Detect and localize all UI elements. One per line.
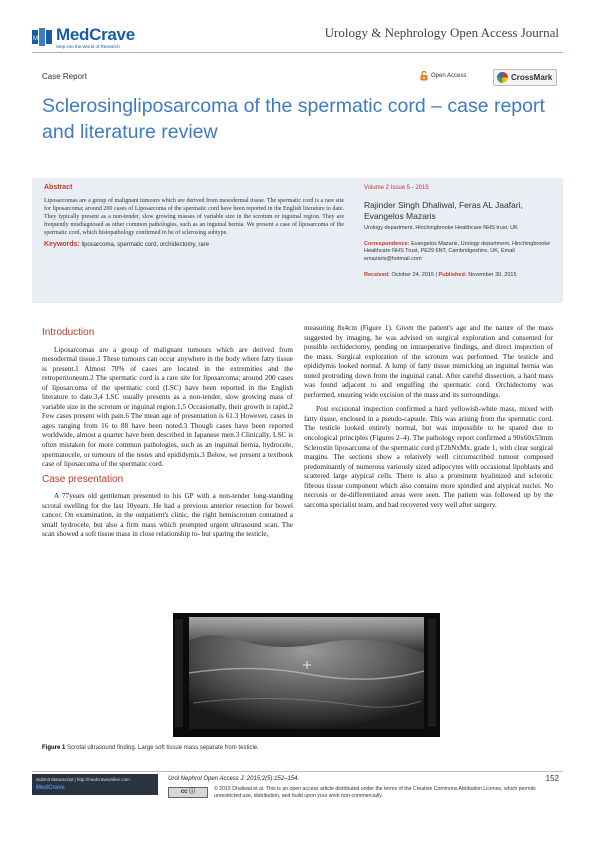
footer-logo-text: MedCrave — [36, 785, 65, 791]
case-presentation-heading: Case presentation — [42, 473, 124, 485]
body-left-column — [42, 324, 293, 545]
affiliation: Urology department, Hinchingbrooke Healthcare NHS trust, UK — [364, 225, 518, 231]
submit-manuscript-badge[interactable] — [32, 774, 158, 795]
logo-tagline: Step into the World of Research — [56, 44, 120, 49]
creative-commons-icon[interactable]: cc ⓘ — [168, 787, 208, 798]
ultrasound-image — [173, 613, 440, 737]
received-label: Received: — [364, 272, 390, 278]
license-text: © 2015 Dhaliwal et al. This is an open access article distributed under the terms of the Creative Commons Attribution License, which permits unrestricted use, distribution, and build upon your work non-commercially. — [214, 786, 536, 799]
keywords — [44, 241, 344, 248]
logo-name: MedCrave — [56, 25, 135, 44]
crossmark-icon — [497, 72, 508, 83]
authors: Rajinder Singh Dhaliwal, Feras AL Jaafari, Evangelos Mazaris — [364, 200, 523, 221]
dates: Received: October 24, 2015 | Published: November 30, 2015 — [364, 272, 517, 278]
page-number: 152 — [545, 774, 559, 783]
abstract-text: Liposarcomas are a group of malignant tumours which are derived from mesodermal tissue. The spermatic cord is a rare site for liposarcoma; around 200 cases of Liposarcoma of the spermatic cord have been reported in the English literature to date. They typically present as a non-tender, slow growing masses of variable size in the scrotum or inguinal region. They are frequently misdiagnosed as other common pathologies, such as an inguinal hernia. We present a case of liposarcoma of the spermatic cord, which histopathology confirmed to be of sclerosing subtype. — [44, 198, 344, 236]
crossmark-label: CrossMark — [511, 73, 553, 82]
correspondence — [364, 241, 554, 264]
footer-divider — [32, 771, 563, 772]
crossmark-button[interactable] — [493, 69, 557, 86]
published-date: November 30, 2015 — [468, 272, 517, 278]
header-divider — [32, 52, 563, 53]
received-date: October 24, 2015 — [391, 272, 435, 278]
body-right-column — [304, 324, 553, 515]
open-access-lock-icon — [420, 71, 428, 81]
figure-caption-text: Scrotal ultrasound finding. Large soft tissue mass separate from testicle. — [67, 745, 259, 751]
medcrave-logo-icon — [32, 28, 52, 46]
article-info — [364, 184, 554, 279]
published-label: Published: — [438, 272, 467, 278]
svg-text:M: M — [33, 36, 38, 42]
case-paragraph: A 77years old gentleman presented to his GP with a non-tender long-standing scrotal swelling for the last 10years. He had a previous anterior resection for bowel cancer. On examination, in the outpatient's clinic, the right hemiscrotum contained a small hydrocele, but also a firm mass which prompted urgent ultrasound scan. The scan showed a soft tissue mass in close relationship to- but sparing the testicle, — [42, 492, 293, 539]
open-access-label: Open Access — [431, 73, 467, 79]
submit-manuscript-link[interactable]: Submit Manuscript | http://medcraveonline.com — [36, 777, 130, 782]
keywords-list: liposarcoma, spermatic cord, orchidectomy, rare — [81, 242, 210, 248]
volume-issue: Volume 2 Issue 5 - 2015 — [364, 185, 429, 191]
figure-caption-label: Figure 1 — [42, 745, 66, 751]
medcrave-logo[interactable] — [32, 25, 182, 53]
article-title: Sclerosingliposarcoma of the spermatic cord – case report and literature review — [42, 95, 545, 143]
citation — [168, 776, 299, 782]
figure-caption — [42, 745, 259, 751]
abstract-section — [44, 184, 344, 248]
intro-paragraph: Liposarcomas are a group of malignant tumours which are derived from mesodermal tissue.1 These tumours can occur anywhere in the body where fatty tissue is present.1 Almost 70% of cases are located in the extremities and the retroperitoneum.2 The spermatic cord is a rare site for liposarcoma; around 200 cases of liposarcoma of the spermatic cord (LSC) have been reported in the English literature to date.3,4 LSC usually presents as a non-tender, slow growing mass of variable size in the scrotum or inguinal region.1,5 Occasionally, their growth is rapid.2 Few cases present with pain.6 The mean age of presentation is 61.3 However, cases in ages ranging from 16 to 88 have been noted.3 Though cases have been reported worldwide, almost a quarter have been described in Japanese men.3 Clinically, LSC is often mistaken for more common pathologies, such as an inguinal hernia, hydrocele, spermatocele, or tumours of the testes and epididymis.3 Below, we present a textbook case of liposarcoma of the spermatic cord. — [42, 345, 293, 469]
open-access-badge[interactable] — [420, 71, 466, 81]
case-continued-paragraph: measuring 8x4cm (Figure 1). Given the patient's age and the nature of the mass suggested by imaging, he was advised on surgical exploration and consented for possible orchidectomy, pending on intraoperative findings, and direct inspection of the mass. Surgical exploration of the scrotum was performed. The testicle and epididymis looked normal. A lump of fatty tissue mimicking an inguinal hernia was noted protruding down from the inguinal canal. After careful dissection, a hard mass was found adjacent to and engulfing the spermatic cord. Orchidectomy was performed, ensuring wide excision of the mass and its surroundings. — [304, 324, 553, 399]
ultrasound-scan-graphic — [173, 613, 440, 737]
pathology-paragraph: Post excisional inspection confirmed a hard yellowish-white mass, mixed with fatty tissue, enclosed in a pseudo-capsule. This was arising from the spermatic cord. The testicle looked entirely normal, but was impossible to be spared due to oncological principles (Figures 2–4). The pathology report confirmed a 90x60x53mm Sclerostin liposarcoma of the spermatic cord pT2bNxMx, grade 1, with clear surgical margins. The sections show a relatively well circumscribed tumour composed predominantly of numerous variously sized adipocytes with occasional lipoblasts and scattered large atypical cells. There is also a prominent hyalinized and sclerotic fibrous tissue component which also contains more spindled and atypical nuclei. No necrosis or de-differentiated areas were seen. The patient was followed up by the sarcoma specialist team, and had recovered very well after surgery. — [304, 405, 553, 509]
introduction-heading: Introduction — [42, 327, 95, 338]
keywords-label: Keywords: — [44, 241, 80, 248]
correspondence-text: Evangelos Mazaris, Urology department, Hinchingbrooke Healthcare NHS Trust, PE29 6NT, Cambridgeshire, UK, Email emazaris@hotmail.com — [364, 240, 551, 262]
correspondence-label: Correspondence: — [364, 240, 410, 247]
citation-text: Urol Nephrol Open Access J. 2015;2(5):152–154. — [168, 776, 300, 782]
abstract-heading: Abstract — [44, 184, 73, 191]
journal-name: Urology & Nephrology Open Access Journal — [324, 25, 559, 40]
article-type: Case Report — [42, 72, 87, 81]
